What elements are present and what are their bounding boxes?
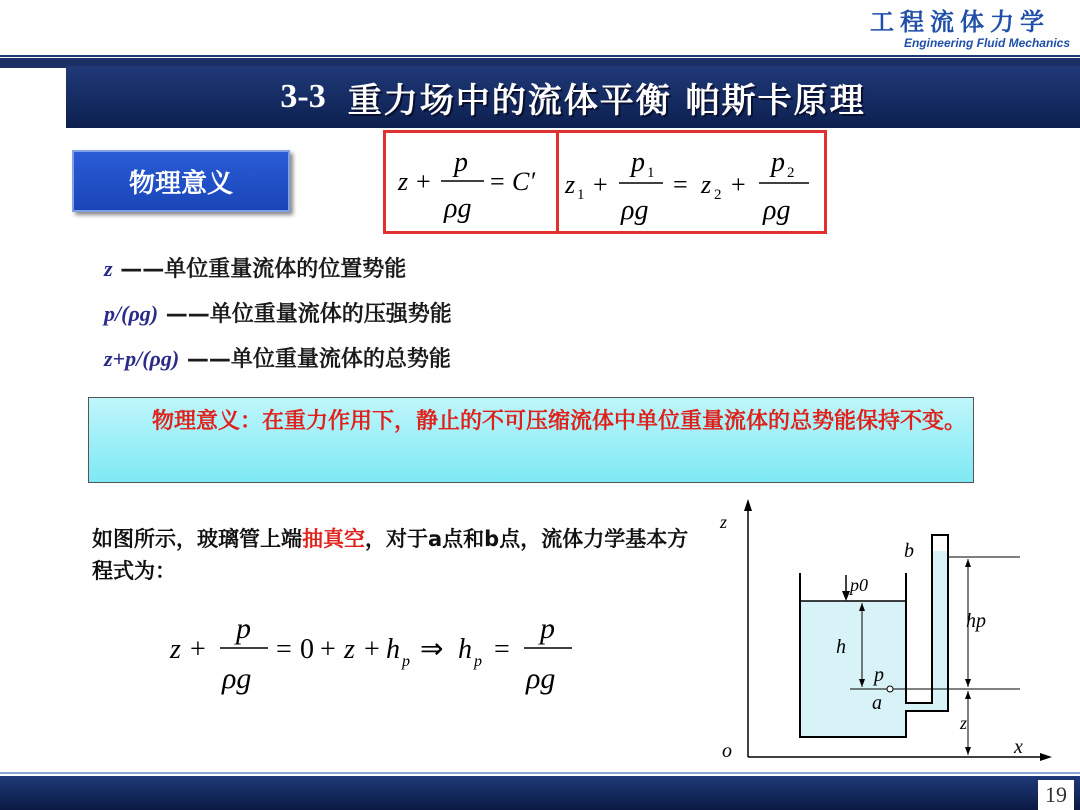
svg-text:2: 2 <box>714 187 722 203</box>
svg-text:ρg: ρg <box>763 195 791 226</box>
definition-text: ——单位重量流体的总势能 <box>186 347 451 372</box>
a-label: a <box>872 692 882 714</box>
svg-text:p: p <box>236 612 251 645</box>
definition-row-total <box>104 342 451 373</box>
h-label: h <box>836 636 846 658</box>
highlight-text: 物理意义：在重力作用下，静止的不可压缩流体中单位重量流体的总势能保持不变。 <box>152 409 967 434</box>
svg-text:+: + <box>190 634 206 665</box>
svg-text:ρg: ρg <box>526 662 556 695</box>
svg-text:h: h <box>458 634 472 665</box>
description-red: 抽真空 <box>302 527 365 551</box>
z-arrow-bottom-icon <box>965 747 971 755</box>
z-axis-arrow-icon <box>744 499 752 511</box>
description-part1: 如图所示，玻璃管上端 <box>92 527 302 551</box>
svg-text:ρg: ρg <box>444 193 472 224</box>
svg-text:ρg: ρg <box>621 195 649 226</box>
page-number: 19 <box>1038 780 1074 810</box>
svg-text:ρg: ρg <box>222 662 252 695</box>
svg-text:=: = <box>494 634 510 665</box>
hp-label: hp <box>966 610 986 632</box>
x-axis-label: x <box>1014 736 1023 758</box>
svg-text:+: + <box>320 634 336 665</box>
svg-text:+: + <box>364 634 380 665</box>
section-number: 3-3 <box>280 78 326 115</box>
svg-text:1: 1 <box>647 165 655 181</box>
title-text: 重力场中的流体平衡 帕斯卡原理 <box>347 80 866 121</box>
svg-text:p: p <box>474 653 482 670</box>
svg-text:z: z <box>170 634 181 665</box>
svg-text:⇒: ⇒ <box>420 632 444 665</box>
hp-arrow-top-icon <box>965 559 971 567</box>
formula-box-two-points <box>556 130 827 234</box>
formula-two-points <box>559 133 824 231</box>
svg-text:z: z <box>565 170 576 199</box>
z-height-label: z <box>960 713 968 733</box>
z-arrow-top-icon <box>965 691 971 699</box>
svg-text:p: p <box>540 612 555 645</box>
svg-text:C′: C′ <box>512 167 536 196</box>
footer-divider <box>0 772 1080 774</box>
svg-text:+: + <box>731 170 746 199</box>
physical-meaning-button[interactable]: 物理意义 <box>72 150 290 212</box>
hp-arrow-bottom-icon <box>965 679 971 687</box>
point-a-marker <box>887 686 893 692</box>
definition-symbol: z+p/(ρg) <box>104 346 180 371</box>
definition-text: ——单位重量流体的位置势能 <box>120 257 407 282</box>
svg-text:p: p <box>631 147 645 178</box>
z-axis-label: z <box>720 512 728 532</box>
svg-text:z: z <box>398 167 409 196</box>
definition-row-position <box>104 252 406 283</box>
svg-text:=: = <box>276 634 292 665</box>
slide-title <box>66 66 1080 128</box>
p0-label: p0 <box>850 575 868 595</box>
brand-title-en: Engineering Fluid Mechanics <box>903 36 1070 50</box>
svg-text:1: 1 <box>577 187 585 203</box>
footer-bar <box>0 776 1080 810</box>
svg-text:z: z <box>344 634 355 665</box>
svg-text:=: = <box>490 167 505 196</box>
svg-text:p: p <box>402 653 410 670</box>
svg-text:p: p <box>454 147 468 178</box>
description-text <box>92 523 692 587</box>
formula-box-general <box>383 130 559 234</box>
formula-general <box>386 133 556 231</box>
origin-label: o <box>722 740 732 762</box>
definition-text: ——单位重量流体的压强势能 <box>165 302 452 327</box>
derived-equation <box>160 606 620 696</box>
description-part2: ，对于a点和b点，流体力学基本方程式为： <box>92 527 689 583</box>
brand-title-cn: 工程流体力学 <box>870 8 1050 36</box>
svg-text:+: + <box>416 167 431 196</box>
definition-symbol: z <box>104 256 113 281</box>
p-label: p <box>874 664 884 686</box>
svg-text:h: h <box>386 634 400 665</box>
b-label: b <box>904 540 914 562</box>
svg-text:0: 0 <box>300 634 314 665</box>
svg-text:p: p <box>771 147 785 178</box>
title-bar-gap <box>0 68 66 128</box>
definition-row-pressure <box>104 297 452 328</box>
top-divider <box>0 55 1080 57</box>
x-axis-arrow-icon <box>1040 753 1052 761</box>
svg-text:=: = <box>673 170 688 199</box>
svg-text:2: 2 <box>787 165 795 181</box>
svg-text:+: + <box>593 170 608 199</box>
vacuum-tube-diagram <box>700 495 1080 770</box>
p0-arrow-icon <box>842 591 850 601</box>
svg-text:z: z <box>701 170 712 199</box>
definition-symbol: p/(ρg) <box>104 301 159 326</box>
